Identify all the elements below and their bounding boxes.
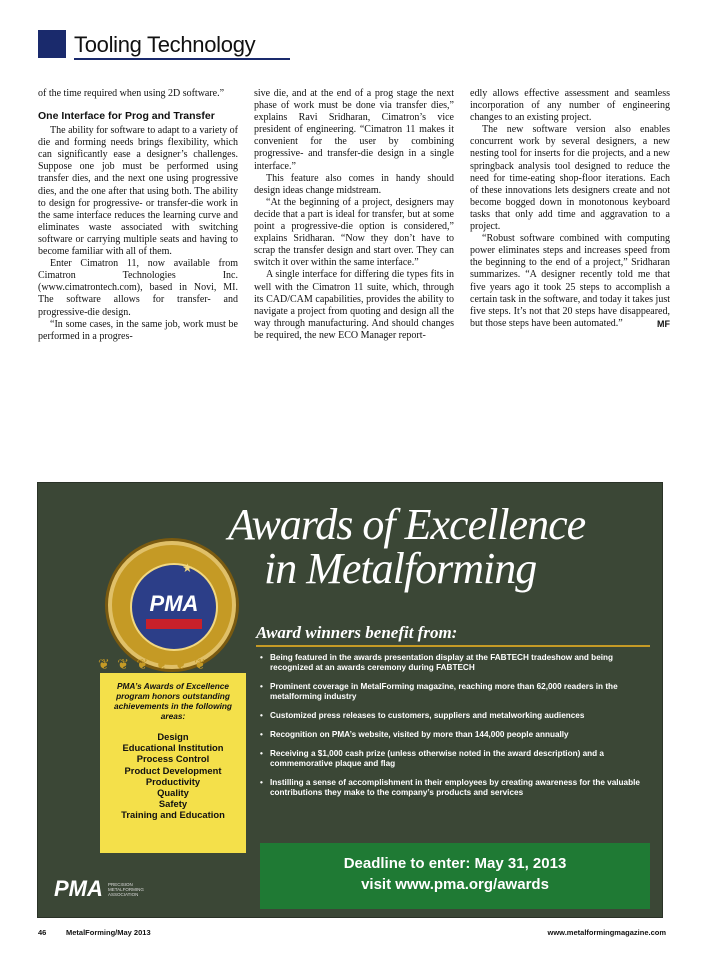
bullet-icon: • <box>260 730 263 739</box>
pma-logo-subtext: PRECISION METALFORMING ASSOCIATION <box>108 882 144 897</box>
award-area: Productivity <box>145 775 201 787</box>
bullet-icon: • <box>260 778 263 787</box>
benefit-item <box>260 653 650 673</box>
ad-title-line-2: in Metalforming <box>264 544 537 593</box>
section-header <box>38 30 256 60</box>
benefit-item <box>260 730 650 740</box>
section-title: Tooling Technology <box>74 32 256 57</box>
awards-advertisement[interactable] <box>37 482 663 918</box>
paragraph: edly allows effective assessment and seamless incorporation of any number of engineering changes to an existing project. <box>470 88 670 124</box>
section-square-icon <box>38 30 66 58</box>
deadline-text: Deadline to enter: May 31, 2013 <box>343 855 567 872</box>
subheading: One Interface for Prog and Transfer <box>38 110 215 123</box>
article-column-3 <box>470 88 670 330</box>
award-area: Quality <box>157 787 189 799</box>
deadline-box <box>260 843 650 909</box>
benefit-text: Recognition on PMA’s website, visited by more than 144,000 people annually <box>270 730 569 739</box>
ad-title <box>228 500 648 593</box>
benefit-item <box>260 711 650 721</box>
award-area: Training and Education <box>121 809 225 821</box>
benefit-item <box>260 682 650 702</box>
paragraph: “At the beginning of a project, designers may decide that a part is ideal for transfer, but at some point a progressive-die option is considered,” explains Sridharan. “Now they don’t have to scrap the transfer design and start over. They can switch it over within the same interface.” <box>254 196 454 269</box>
end-mark: MF <box>657 318 670 329</box>
ad-title-line-1: Awards of Excellence <box>228 500 586 549</box>
benefit-text: Receiving a $1,000 cash prize (unless otherwise noted in the award description) and a commemorative plaque and flag <box>270 749 604 768</box>
publication-info: MetalForming/May 2013 <box>66 928 151 937</box>
program-intro: PMA’s Awards of Excellence program honors outstanding achievements in the following areas: <box>113 681 233 721</box>
award-areas-list <box>100 731 246 821</box>
article-column-1 <box>38 88 238 343</box>
column-lead: of the time required when using 2D software.” <box>38 88 225 99</box>
award-area: Process Control <box>136 753 210 765</box>
program-info-box <box>100 673 246 853</box>
medal-center <box>130 563 218 651</box>
award-area: Safety <box>158 798 188 810</box>
bullet-icon: • <box>260 653 263 662</box>
star-icon: ★ <box>182 561 193 575</box>
benefits-list <box>260 653 650 807</box>
paragraph <box>470 233 670 330</box>
medal-logo-text: PMA <box>149 591 199 616</box>
benefit-text: Instilling a sense of accomplishment in their employees by creating awareness for the valuable contributions they make to the company’s products and services <box>270 778 640 797</box>
paragraph: This feature also comes in handy should design ideas change midstream. <box>254 172 454 196</box>
award-area: Educational Institution <box>122 742 224 754</box>
award-medal-icon <box>108 541 236 669</box>
article-column-2 <box>254 88 454 342</box>
award-area: Design <box>157 731 189 742</box>
benefit-text: Being featured in the awards presentation display at the FABTECH tradeshow and being recognized at an awards ceremony during FABTECH <box>270 653 614 672</box>
section-rule <box>74 58 290 60</box>
awards-link[interactable]: visit www.pma.org/awards <box>361 876 549 893</box>
paragraph: “In some cases, in the same job, work must be performed in a progres- <box>38 318 238 342</box>
paragraph-text: “Robust software combined with computing power eliminates steps and increases speed from the beginning to the end of a project,” Sridharan summarizes. “A designer recently told me that five years ago it took 25 steps to accomplish a certain task in the software, and today it takes just five steps. It’s not that 20 steps have disappeared, but those steps have been automated.” <box>470 233 670 329</box>
benefit-item <box>260 749 650 769</box>
website-link[interactable]: www.metalformingmagazine.com <box>547 928 666 937</box>
pma-logo-text: PMA <box>54 876 103 901</box>
benefit-text: Prominent coverage in MetalForming magazine, reaching more than 62,000 readers in the metalforming industry <box>270 682 618 701</box>
paragraph: The new software version also enables concurrent work by several designers, a new nesting tool for inserts for die projects, and a new springback analysis tool designed to reduce the need for time-eating shop-floor iterations. Each of these innovations lets designers create and not become bogged down in monotonous keyboard tasks that only add time and aggravation to a project. <box>470 124 670 233</box>
paragraph: Enter Cimatron 11, now available from Cimatron Technologies Inc. (www.cimatrontech.com), based in Novi, MI. The software allows for transfer- and progressive-die design. <box>38 258 238 318</box>
bullet-icon: • <box>260 711 263 720</box>
paragraph: A single interface for differing die types fits in well with the Cimatron 11 suite, which, through its CAD/CAM capabilities, provides the ability to navigate a project from quoting and design all the way through manufacturing. And should changes be required, the new ECO Manager report- <box>254 269 454 341</box>
bullet-icon: • <box>260 749 263 758</box>
paragraph: sive die, and at the end of a prog stage the next phase of work must be done via transfer dies,” explains Ravi Sridharan, Cimatron’s vice president of engineering. “Cimatron 11 makes it convenient for the user by combining progressive- and transfer-die design in a single interface.” <box>254 88 454 172</box>
award-area: Product Development <box>124 764 222 776</box>
medal-ribbon <box>146 619 202 629</box>
bullet-icon: • <box>260 682 263 691</box>
benefit-item <box>260 778 650 798</box>
laurel-wreath-icon: ❦ ❦ ❦ ❦ ❦ ❦ <box>98 658 208 673</box>
benefits-heading: Award winners benefit from: <box>256 623 458 642</box>
paragraph: The ability for software to adapt to a variety of die and forming needs brings flexibility, which can significantly ease a designer’s challenges. Suppose one job must be performed using transfer dies, and the next one using progressive dies, and the one after that using both. The ability to design for progressive- or transfer-die work in the same interface reduces the learning curve and eliminates waste associated with switching software or carrying multiple seats and having to become familiar with all of them. <box>38 125 238 258</box>
benefit-text: Customized press releases to customers, suppliers and metalworking audiences <box>270 711 585 720</box>
page-number: 46 <box>38 928 47 937</box>
benefits-rule <box>256 645 650 647</box>
pma-logo <box>54 877 164 901</box>
